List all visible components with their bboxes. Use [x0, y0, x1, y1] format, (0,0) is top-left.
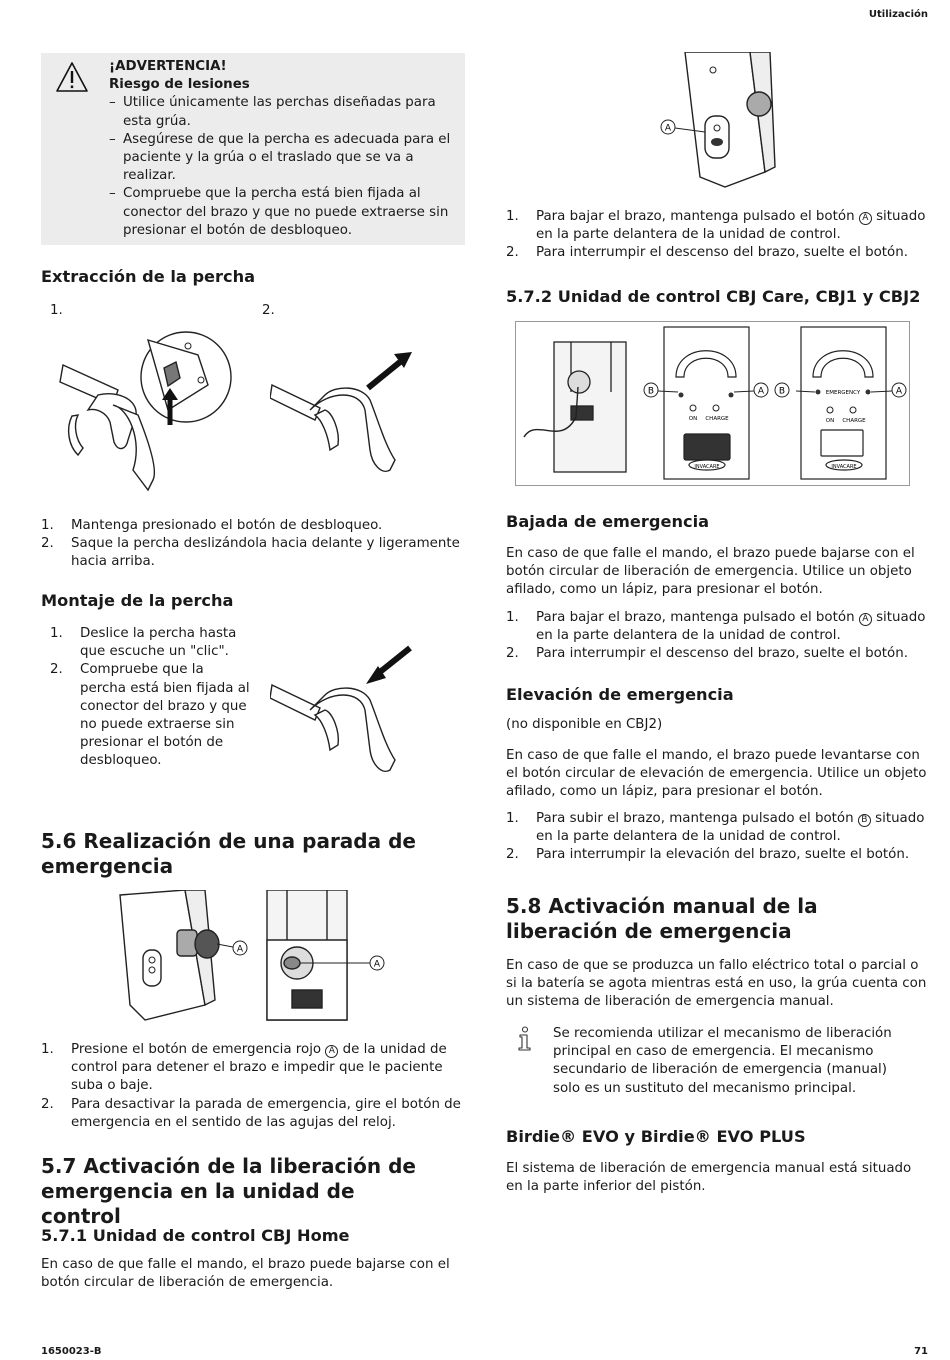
- callout-a-inline: A: [325, 1045, 338, 1058]
- list-item: [506, 609, 930, 645]
- brand-logo: INVACARE: [694, 464, 720, 470]
- step-text: Para desactivar la parada de emergencia, gire el botón de emergencia en el sentido de las agujas del reloj.: [71, 1096, 461, 1130]
- emergency-stop-front-illustration: [262, 890, 387, 1025]
- callout-b-inline: B: [858, 814, 871, 827]
- info-note-text: Se recomienda utilizar el mecanismo de liberación principal en caso de emergencia. El mecanismo secundario de liberación de emergencia (manual) solo es un sustituto del mecanismo principal.: [553, 1026, 892, 1096]
- lowering-steps: [506, 609, 930, 664]
- step-number: 2.: [41, 536, 54, 552]
- section-5-7-heading: 5.7 Activación de la liberación de emergencia en la unidad de control: [41, 1154, 416, 1228]
- running-header: Utilización: [868, 9, 928, 20]
- sling-release-illustration: [58, 330, 248, 500]
- warning-item: – Compruebe que la percha está bien fijada al conector del brazo y que no puede extraerse sin presionar el botón de desbloqueo.: [109, 185, 459, 240]
- step-number: 1.: [506, 610, 519, 625]
- step-number: 1.: [506, 209, 519, 224]
- list-item: [506, 244, 930, 262]
- callout-a: A: [664, 123, 672, 134]
- raising-text: En caso de que falle el mando, el brazo puede levantarse con el botón circular de elevación de emergencia. Utilice un objeto afilado, como un lápiz, para presionar el botón.: [506, 748, 927, 800]
- on-label: ON: [688, 416, 698, 422]
- lowering-text: En caso de que falle el mando, el brazo puede bajarse con el botón circular de liberación de emergencia. Utilice un objeto afilado, como un lápiz, para presionar el botón.: [506, 546, 915, 598]
- warning-title: ¡ADVERTENCIA!: [109, 59, 227, 74]
- section-5-7-1-heading: 5.7.1 Unidad de control CBJ Home: [41, 1226, 350, 1245]
- section-5-6-heading: 5.6 Realización de una parada de emergencia: [41, 829, 416, 878]
- step-number: 2.: [506, 646, 519, 662]
- list-item: [506, 645, 930, 663]
- step-number: 2.: [506, 847, 519, 863]
- list-item: [41, 535, 465, 571]
- mounting-steps: [50, 625, 250, 771]
- list-item: [41, 517, 465, 535]
- step-text: Deslice la percha hasta que escuche un "clic".: [80, 626, 237, 660]
- step-text: situado en la parte delantera de la unidad de control.: [536, 610, 926, 644]
- raising-steps: [506, 810, 930, 865]
- step-text: Para bajar el brazo, mantenga pulsado el botón: [536, 209, 859, 224]
- warning-subtitle: Riesgo de lesiones: [109, 77, 250, 93]
- callout-a: A: [895, 386, 903, 397]
- charge-label: CHARGE: [705, 416, 729, 422]
- section-5-7-2-heading: 5.7.2 Unidad de control CBJ Care, CBJ1 y CBJ2: [506, 287, 921, 306]
- warning-triangle-icon: [55, 61, 89, 93]
- step-text: Para bajar el brazo, mantenga pulsado el botón: [536, 610, 859, 625]
- sling-slide-out-illustration: [270, 350, 420, 480]
- step-text: de la unidad de control para detener el brazo e impedir que le paciente suba o baje.: [71, 1042, 447, 1094]
- step-number: 2.: [506, 245, 519, 261]
- document-number: 1650023-B: [41, 1346, 102, 1357]
- step-text: Para subir el brazo, mantenga pulsado el botón: [536, 811, 858, 826]
- callout-a: A: [757, 386, 765, 397]
- warning-box: [41, 53, 465, 245]
- warning-item: – Asegúrese de que la percha es adecuada para el paciente y la grúa o el traslado que se va a realizar.: [109, 131, 459, 186]
- list-item: [41, 1041, 465, 1096]
- step-text: situado en la parte delantera de la unidad de control.: [536, 811, 925, 845]
- warning-list: [109, 94, 459, 240]
- list-item: [50, 661, 250, 770]
- section-5-7-1-text: En caso de que falle el mando, el brazo puede bajarse con el botón circular de liberación de emergencia.: [41, 1257, 450, 1291]
- raising-note: (no disponible en CBJ2): [506, 717, 663, 732]
- page-number: 71: [914, 1346, 928, 1357]
- cbj-care-figure: [515, 321, 910, 486]
- cbj-care-panels-illustration: [516, 322, 909, 485]
- lowering-heading: Bajada de emergencia: [506, 512, 710, 531]
- callout-a: A: [236, 944, 244, 955]
- callout-a-inline: A: [859, 613, 872, 626]
- birdie-heading: Birdie® EVO y Birdie® EVO PLUS: [506, 1127, 806, 1146]
- cbj-home-steps: [506, 208, 930, 263]
- step-text: Mantenga presionado el botón de desbloqueo.: [71, 518, 383, 533]
- figure-label-2: 2.: [262, 303, 275, 318]
- callout-b: B: [778, 386, 786, 397]
- list-item: [50, 625, 250, 661]
- step-text: Para interrumpir el descenso del brazo, suelte el botón.: [536, 245, 908, 261]
- list-item: [506, 208, 930, 244]
- list-item: [506, 846, 930, 864]
- brand-logo: INVACARE: [831, 464, 857, 470]
- step-text: situado en la parte delantera de la unidad de control.: [536, 209, 926, 243]
- emergency-stop-unit-illustration: [115, 890, 255, 1025]
- extraction-heading: Extracción de la percha: [41, 267, 256, 286]
- section-5-8-text: En caso de que se produzca un fallo eléctrico total o parcial o si la batería se agota mientras está en uso, la grúa cuenta con un sistema de liberación de emergencia manual.: [506, 958, 927, 1010]
- list-item: [41, 1096, 465, 1132]
- list-item: [506, 810, 930, 846]
- extraction-steps: [41, 517, 465, 572]
- section-5-8-heading: 5.8 Activación manual de la liberación de emergencia: [506, 894, 818, 943]
- emergency-stop-steps: [41, 1041, 465, 1132]
- step-text: Saque la percha deslizándola hacia delante y ligeramente hacia arriba.: [71, 536, 460, 570]
- info-icon: [514, 1026, 534, 1052]
- step-number: 1.: [41, 1042, 54, 1057]
- raising-heading: Elevación de emergencia: [506, 685, 734, 704]
- step-text: Compruebe que la percha está bien fijada al conector del brazo y que no puede extraerse sin presionar el botón de desbloqueo.: [80, 662, 250, 769]
- step-number: 2.: [50, 662, 63, 678]
- callout-b: B: [647, 386, 655, 397]
- warning-item: – Utilice únicamente las perchas diseñadas para esta grúa.: [109, 94, 459, 130]
- callout-a: A: [373, 959, 381, 970]
- step-text: Para interrumpir el descenso del brazo, suelte el botón.: [536, 646, 908, 662]
- figure-label-1: 1.: [50, 303, 63, 318]
- step-number: 1.: [41, 518, 54, 533]
- step-number: 1.: [506, 811, 519, 826]
- cbj-home-unit-illustration: [655, 52, 785, 192]
- step-number: 1.: [50, 626, 63, 641]
- mounting-heading: Montaje de la percha: [41, 591, 234, 610]
- sling-mount-illustration: [270, 640, 420, 780]
- step-number: 2.: [41, 1096, 54, 1112]
- charge-label: CHARGE: [842, 418, 866, 424]
- birdie-text: El sistema de liberación de emergencia manual está situado en la parte inferior del pistón.: [506, 1161, 912, 1195]
- emergency-label: EMERGENCY: [825, 390, 861, 396]
- step-text: Para interrumpir la elevación del brazo, suelte el botón.: [536, 847, 910, 863]
- step-text: Presione el botón de emergencia rojo: [71, 1042, 326, 1057]
- callout-a-inline: A: [859, 212, 872, 225]
- on-label: ON: [825, 418, 835, 424]
